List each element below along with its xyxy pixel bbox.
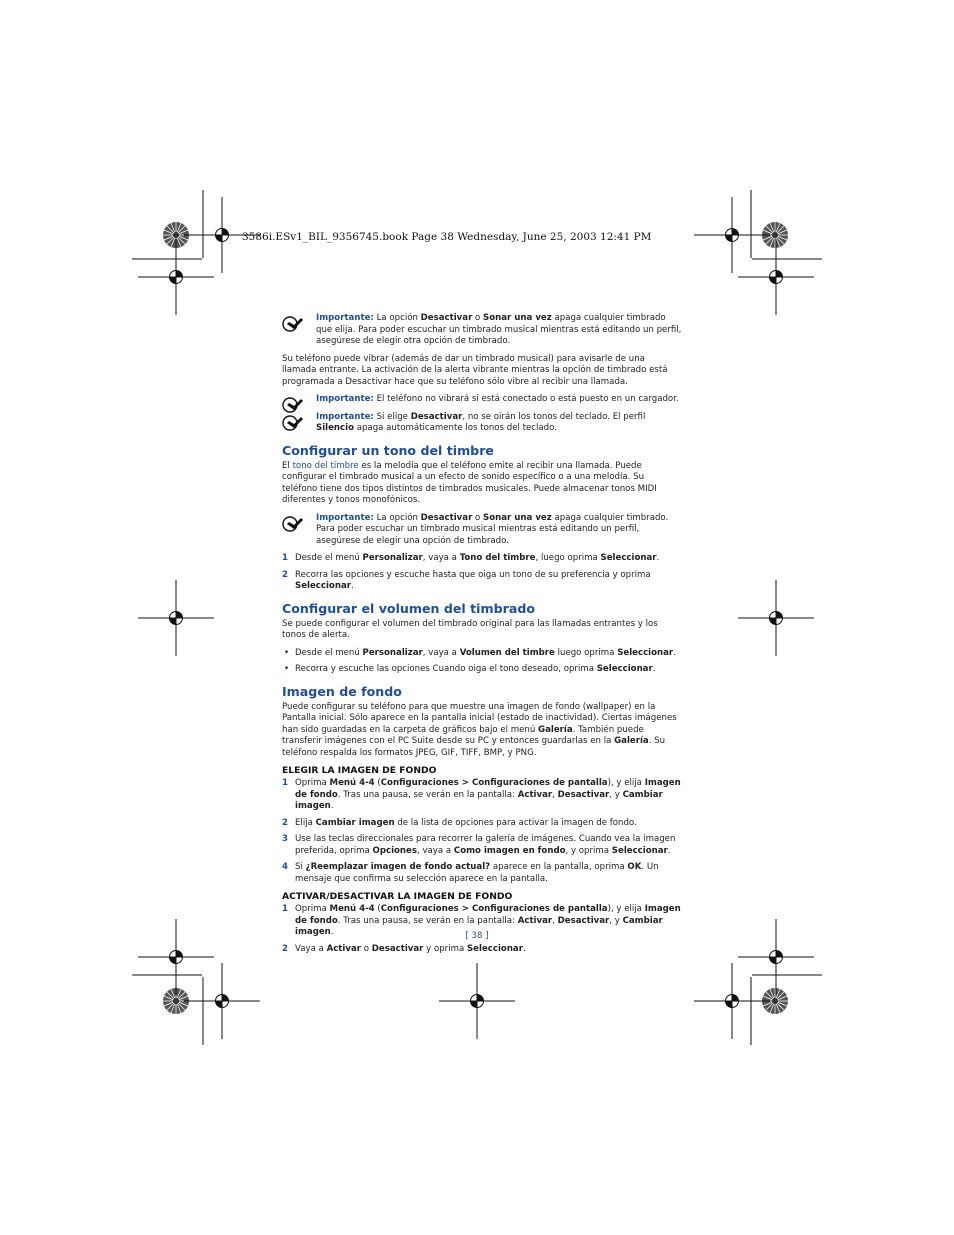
list-item: • Desde el menú Personalizar, vaya a Volumen del timbre luego oprima Seleccionar. — [284, 647, 676, 658]
list-item: 4 Si ¿Reemplazar imagen de fondo actual? aparece en la pantalla, oprima OK. Un mensaje que confirma su selección aparece en la pantalla. — [282, 862, 659, 884]
list-item: 1 Oprima Menú 4-4 (Configuraciones > Configuraciones de pantalla), y elija Imagen de fondo. Tras una pausa, se verán en la pantalla: Activar, Desactivar, y Cambiar imagen. — [282, 778, 681, 811]
volume-steps — [282, 648, 682, 676]
list-item: 2 Elija Cambiar imagen de la lista de opciones para activar la imagen de fondo. — [282, 817, 637, 828]
ringtone-intro: El tono del timbre es la melodía que el teléfono emite al recibir una llamada. Puede configurar el timbrado musical a un efecto de sonido específico o a una melodía. Su teléfono tiene dos tipos distintos de timbrados musicales. Puede almacenar tonos MIDI diferentes y tonos monofónicos. — [282, 460, 657, 505]
list-item: • Recorra y escuche las opciones Cuando oiga el tono deseado, oprima Seleccionar. — [284, 664, 656, 674]
volume-intro: Se puede configurar el volumen del timbrado original para las llamadas entrantes y los tonos de alerta. — [282, 618, 658, 640]
note-importante — [282, 412, 682, 435]
vibrate-paragraph: Su teléfono puede vibrar (además de dar un timbrado musical) para avisarle de una llamada entrante. La activación de la alerta vibrante mientras la opción de timbrado está programada a Desactivar hace que su teléfono sólo vibre al recibir una llamada. — [282, 353, 668, 387]
pencil-note-icon — [282, 395, 304, 413]
registration-mark-icon — [738, 239, 814, 315]
list-item: 2 Recorra las opciones y escuche hasta que oiga un tono de su preferencia y oprima Seleccionar. — [282, 569, 651, 591]
list-item: 3 Use las teclas direccionales para recorrer la galería de imágenes. Cuando vea la imagen preferida, oprima Opciones, vaya a Como imagen en fondo, y oprima Seleccionar. — [282, 834, 676, 856]
registration-mark-icon — [439, 963, 515, 1039]
note-text: Importante: El teléfono no vibrará si está conectado o está puesto en un cargador. — [316, 394, 679, 404]
note-text: Importante: Si elige Desactivar, no se oirán los tonos del teclado. El perfil Silencio apaga automáticamente los tonos del teclado. — [316, 411, 646, 433]
note-text: Importante: La opción Desactivar o Sonar una vez apaga cualquier timbrado. Para poder escuchar un timbrado musical mientras está editando un perfil, asegúrese de elegir una opción de timbrado. — [316, 512, 669, 546]
pencil-note-icon — [282, 413, 304, 431]
note-importante — [282, 394, 682, 406]
registration-mark-icon — [694, 197, 770, 273]
pencil-note-icon — [282, 514, 304, 532]
registration-mark-icon — [694, 963, 770, 1039]
ringtone-steps — [282, 553, 682, 593]
list-item: 1 Oprima Menú 4-4 (Configuraciones > Configuraciones de pantalla), y elija Imagen de fondo. Tras una pausa, se verán en la pantalla: Activar, Desactivar, y Cambiar imagen. — [282, 904, 681, 937]
page-number: [ 38 ] — [465, 931, 489, 941]
section-title-volume: Configurar el volumen del timbrado — [282, 600, 535, 616]
pencil-note-icon — [282, 314, 304, 332]
note-importante — [282, 313, 682, 348]
section-title-ringtone: Configurar un tono del timbre — [282, 442, 494, 458]
list-item: 2 Vaya a Activar o Desactivar y oprima Seleccionar. — [282, 943, 526, 954]
registration-mark-icon — [184, 963, 260, 1039]
registration-mark-icon — [738, 580, 814, 656]
main-content — [282, 313, 682, 960]
note-importante — [282, 513, 682, 548]
book-header: 3586i.ESv1_BIL_9356745.book Page 38 Wednesday, June 25, 2003 12:41 PM — [242, 231, 652, 243]
section-title-wallpaper: Imagen de fondo — [282, 683, 402, 699]
choose-wallpaper-steps — [282, 778, 682, 885]
subheading-toggle-wallpaper: ACTIVAR/DESACTIVAR LA IMAGEN DE FONDO — [282, 891, 513, 902]
registration-mark-icon — [138, 580, 214, 656]
ringtone-term: tono del timbre — [292, 460, 359, 471]
wallpaper-intro: Puede configurar su teléfono para que muestre una imagen de fondo (wallpaper) en la Pantalla inicial. Sólo aparece en la pantalla inicial (estado de inactividad). Ciertas imágenes han sido guardadas en la carpeta de gráficos bajo el menú Galería. También puede transferir imágenes con el PC Suite desde su PC y entonces guardarlas en la Galería. Su teléfono respalda los formatos JPEG, GIF, TIFF, BMP, y PNG. — [282, 701, 677, 758]
note-text: Importante: La opción Desactivar o Sonar una vez apaga cualquier timbrado que elija. Para poder escuchar un timbrado musical mientras está editando un perfil, asegúrese de elegir otra opción de timbrado. — [316, 313, 682, 346]
toggle-wallpaper-steps — [282, 904, 682, 955]
list-item: 1 Desde el menú Personalizar, vaya a Tono del timbre, luego oprima Seleccionar. — [282, 553, 660, 563]
subheading-choose-wallpaper: ELEGIR LA IMAGEN DE FONDO — [282, 765, 437, 776]
